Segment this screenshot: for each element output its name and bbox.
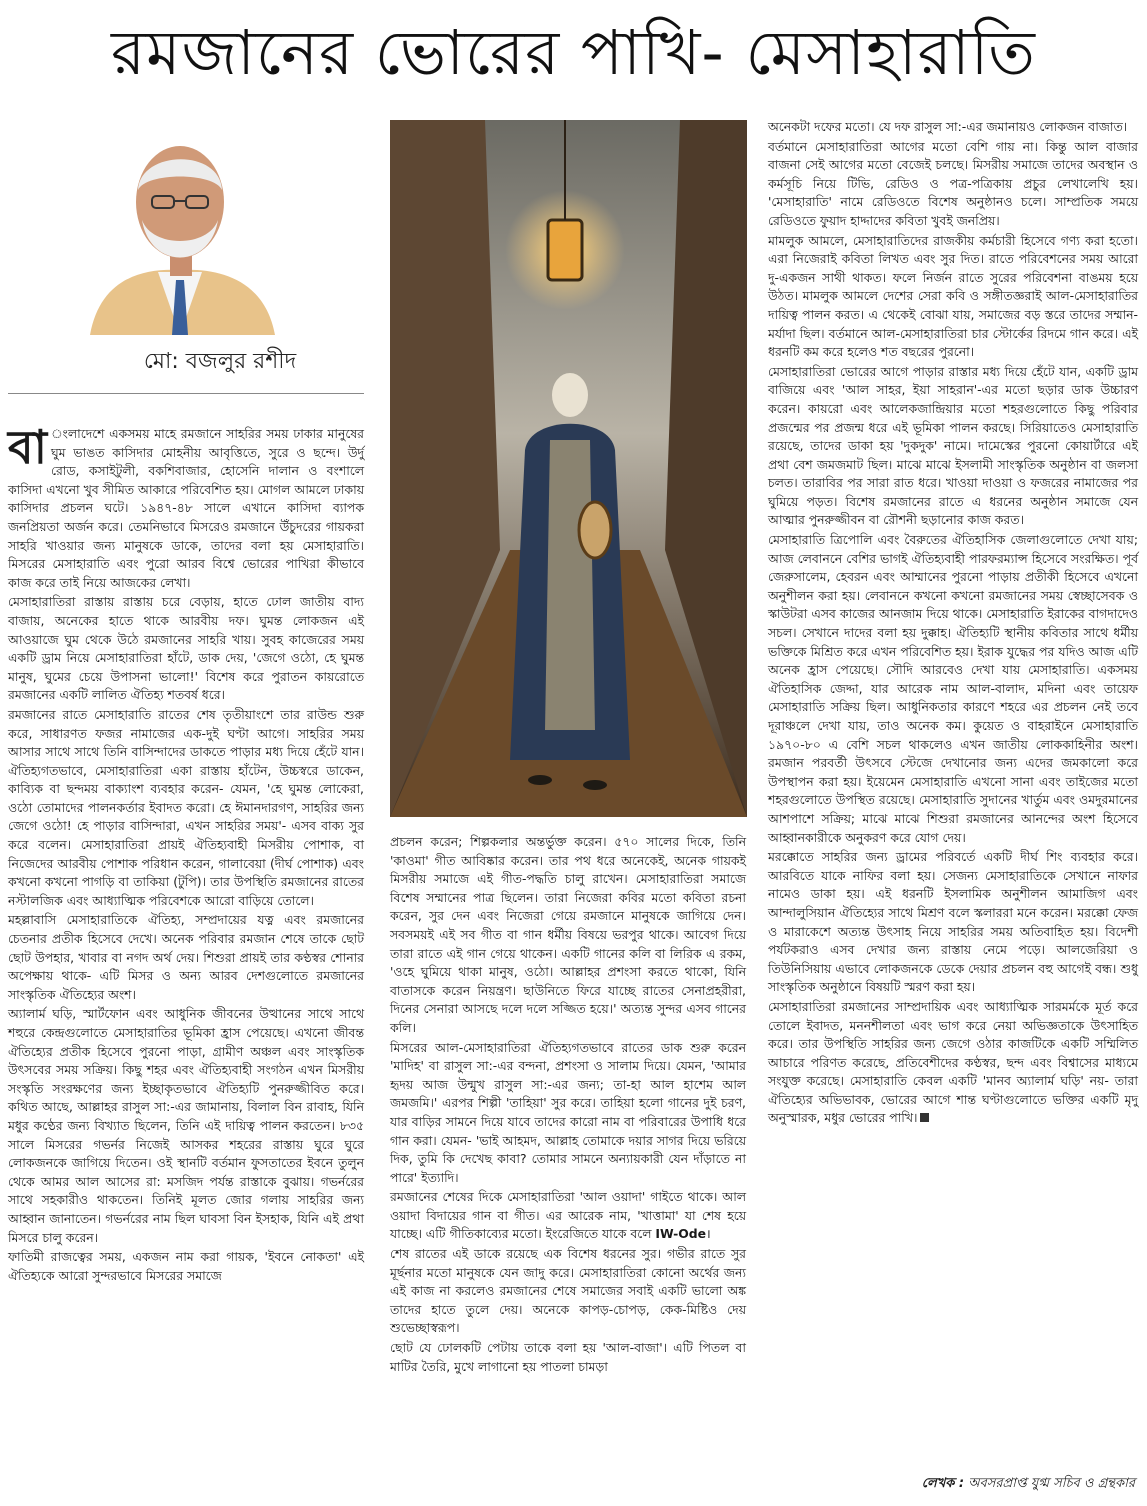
paragraph: মহল্লাবাসি মেসাহারাতিকে ঐতিহ্য, সম্প্রদায়ের যত্ন এবং রমজানের চেতনার প্রতীক হিসেবে দেখে। অনেক পরিবার রমজান শেষে তাকে ছোট ছোট উপহার, খাবার বা নগদ অর্থ দেয়। শিশুরা প্রায়ই তার কণ্ঠস্বর শোনার অপেক্ষায় থাকে- এটি মিসর ও অন্য আরব দেশগুলোতে রমজানের সাংস্কৃতিক ঐতিহ্যের অংশ। (8, 912, 364, 1002)
article-column-1 (8, 420, 364, 1286)
paragraph: অ্যালার্ম ঘড়ি, স্মার্টফোন এবং আধুনিক জীবনের উত্থানের সাথে সাথে শহুরে কেন্দ্রগুলোতে মেসাহারাতির ভূমিকা হ্রাস পেয়েছে। এখনো জীবন্ত ঐতিহ্যের প্রতীক হিসেবে পুরনো পাড়া, গ্রামীণ অঞ্চল এবং সাংস্কৃতিক উৎসবের সময় সক্রিয়। কিছু শহর এবং ঐতিহ্যবাহী সংগঠন এখন মিসরীয় সংস্কৃতি সংরক্ষণের জন্য ইচ্ছাকৃতভাবে ঐতিহ্যটি পুনরুজ্জীবিত করে। কথিত আছে, আল্লাহর রাসুল সা:-এর জামানায়, বিলাল বিন রাবাহ, যিনি মধুর কণ্ঠের জন্য বিখ্যাত ছিলেন, তিনি এই দায়িত্ব পালন করতেন। ৮৩৫ সালে মিসরের গভর্নর নিজেই আসকর শহরের রাস্তায় ঘুরে ঘুরে লোকজনকে জাগিয়ে দিতেন। ওই স্থানটি বর্তমান ফুসতাতের ইবনে তুলুন থেকে আমর আল আসের রা: মসজিদ পর্যন্ত রাস্তাকে বুঝায়। গভর্নরের সাথে সহকারীও থাকতেন। তিনিই মূলত জোর গলায় সাহরির জন্য আহ্বান জানাতেন। গভর্নরের নাম ছিল ঘাবসা বিন ইসহাক, যিনি এই প্রথা মিসরে চালু করেন। (8, 1006, 364, 1245)
author-portrait (80, 120, 280, 335)
paragraph: মিসরের আল-মেসাহারাতিরা ঐতিহ্যগতভাবে রাতের ডাক শুরু করেন 'মাদিহ' বা রাসুল সা:-এর বন্দনা, প্রশংসা ও সালাম দিয়ে। যেমন, 'আমার হৃদয় আজ উন্মুখ রাসুল সা:-এর জন্য; তা-হা আল হাশেম আল জমজমি।' এরপর শিল্পী 'তাহিয়া' সুর করে। তাহিয়া হলো গানের দুই চরণ, যার বাড়ির সামনে দিয়ে যাবে তাদের কারো নাম বা পরিবারের উপাধি ধরে গান করা। যেমন- 'ভাই আহমদ, আল্লাহ তোমাকে দয়ার সাগর দিয়ে ভরিয়ে দিক, তুমি কি দেখেছ কাবা? তোমার সামনে অন্যায়কারী যেন দাঁড়াতে না পারে' ইত্যাদি। (390, 1039, 746, 1185)
paragraph: শেষ রাতের এই ডাকে রয়েছে এক বিশেষ ধরনের সুর। গভীর রাতে সুর মূর্ছনার মতো মানুষকে যেন জাদু করে। মেসাহারাতিরা কোনো অর্থের জন্য এই কাজ না করলেও রমজানের শেষে সমাজের সবাই একটি ভালো অঙ্ক তাদের হাতে তুলে দেয়। অনেকে কাপড়-চোপড়, কেক-মিষ্টিও দেয় শুভেচ্ছাস্বরূপ। (390, 1246, 746, 1336)
feature-photo (390, 120, 747, 817)
drop-cap: বা (8, 420, 47, 474)
byline-label: লেখক : (921, 1476, 965, 1491)
paragraph: মামলুক আমলে, মেসাহারাতিদের রাজকীয় কর্মচারী হিসেবে গণ্য করা হতো। এরা নিজেরাই কবিতা লিখত এবং সুর দিত। রাতে পরিবেশনের সময় আরো দু-একজন সাথী থাকত। ফলে নির্জন রাতে সুরের পরিবেশনা বাঙময় হয়ে উঠত। মামলুক আমলে দেশের সেরা কবি ও সঙ্গীতজ্ঞরাই আল-মেসাহারাতির দায়িত্ব পালন করত। এ থেকেই বোঝা যায়, সমাজের বড় স্তরে তাদের সম্মান-মর্যাদা ছিল। বর্তমানে আল-মেসাহারাতিরা চার স্টোর্কের রিদমে গান করে। এই ধরনটি কম করে হলেও শত বছরের পুরনো। (768, 232, 1138, 360)
paragraph: মেসাহারাতিরা ভোরের আগে পাড়ার রাস্তার মধ্য দিয়ে হেঁটে যান, একটি ড্রাম বাজিয়ে এবং 'আল সাহর, ইয়া সাহরান'-এর মতো ছড়ার ডাক উচ্চারণ করেন। কায়রো এবং আলেকজান্দ্রিয়ার মতো শহরগুলোতে কিছু পরিবার প্রজন্মের পর প্রজন্ম ধরে এই ভূমিকা পালন করছে। সিরিয়াতেও মেসাহারাতি রয়েছে, তাদের ডাকা হয় 'দুকদুক' নামে। দামেস্কের পুরনো কোয়ার্টারে এই প্রথা বেশ জমজমাট ছিল। মাঝে মাঝে ইসলামী সাংস্কৃতিক অনুষ্ঠান বা জলসা চলত। তারাবির পর সারা রাত ধরে। খাওয়া দাওয়া ও ফজরের নামাজের পর ঘুমিয়ে পড়ত। বিশেষ রমজানের রাতে এ ধরনের অনুষ্ঠান সমাজে যেন আত্মার পুনরুজ্জীবন বা রৌশনী ছড়ানোর কাজ করত। (768, 363, 1138, 528)
paragraph: প্রচলন করেন; শিল্পকলার অন্তর্ভুক্ত করেন। ৫৭০ সালের দিকে, তিনি 'কাওমা' গীত আবিষ্কার করেন। তার পথ ধরে অনেকেই, অনেক গায়কই মিসরীয় সমাজে এই গীত-পদ্ধতি চালু রাখেন। মেসাহারাতিরা সমাজে বিশেষ সম্মানের পাত্র ছিলেন। তারা নিজেরা কবির মতো কবিতা রচনা করেন, সুর দেন এবং নিজেরা গেয়ে রমজানে মানুষকে জাগিয়ে দেন। সবসময়ই এই সব গীত বা গান ধর্মীয় বিষয়ে ভরপুর থাকে। আবেগ দিয়ে তারা রাতে এই গান গেয়ে থাকেন। একটি গানের কলি বা লিরিক এ রকম, 'ওহে ঘুমিয়ে থাকা মানুষ, ওঠো। আল্লাহর প্রশংসা করতে থাকো, যিনি বাতাসকে করেন নিয়ন্ত্রণ। ছাউনিতে ফিরে যাচ্ছে রাতের সেনাপ্রহরীরা, দিনের সেনারা আসছে দলে দলে সজ্জিত হয়ে।' অত্যন্ত সুন্দর এসব গানের কলি। (390, 834, 746, 1035)
author-byline (922, 1474, 1135, 1495)
paragraph: রমজানের রাতে মেসাহারাতি রাতের শেষ তৃতীয়াংশে তার রাউন্ড শুরু করে, সাধারণত ফজর নামাজের এক-দুই ঘণ্টা আগে। সাহরির সময় আসার সাথে সাথে তিনি বাসিন্দাদের ডাকতে পাড়ার মধ্য দিয়ে হেঁটে যান। ঐতিহ্যগতভাবে, মেসাহারাতিরা একা রাস্তায় হাঁটেন, উচ্চস্বরে ডাকেন, কাব্যিক বা ছন্দময় বাক্যাংশ ব্যবহার করেন- যেমন, 'হে ঘুমন্ত লোকেরা, ওঠো তোমাদের পালনকর্তার ইবাদত করো। হে ঈমানদারগণ, সাহরির জন্য জেগে ওঠো! হে পাড়ার বাসিন্দারা, এখন সাহরির সময়'- এসব বাক্য সুর করে বলেন। মেসাহারাতিরা প্রায়ই ঐতিহ্যবাহী মিসরীয় পোশাক, বা নিজেদের আরবীয় পোশাক পরিধান করেন, গালাবেয়া (দীর্ঘ পোশাক) এবং কখনো কখনো পাগড়ি বা তাকিয়া (টুপি)। তার উপস্থিতি রমজানের রাতের নস্টালজিক এবং আধ্যাত্মিক পরিবেশকে আরো বাড়িয়ে তোলে। (8, 706, 364, 908)
paragraph: রমজানের শেষের দিকে মেসাহারাতিরা 'আল ওয়াদা' গাইতে থাকে। আল ওয়াদা বিদায়ের গান বা গীত। এর আরেক নাম, 'খাত্তামা' যা শেষ হয়ে যাচ্ছে। এটি গীতিকাব্যের মতো। ইংরেজিতে যাকে বলে IW-Ode। (390, 1189, 746, 1242)
paragraph: অনেকটা দফের মতো। যে দফ রাসুল সা:-এর জমানায়ও লোকজন বাজাত। (768, 119, 1128, 134)
paragraph: বা ংলাদেশে একসময় মাহে রমজানে সাহরির সময় ঢাকার মানুষের ঘুম ভাঙত কাসিদার মোহনীয় আবৃত্তিতে, সুরে ও ছন্দে। উর্দু রোড, কসাইটুলী, বকশিবাজার, হোসেনি দালান ও বংশালে কাসিদা এখনো খুব সীমিত আকারে পরিবেশিত হয়। মোগল আমলে ঢাকায় কাসিদার প্রচলন ঘটে। ১৯৪৭-৪৮ সালে এখানে কাসিদা ব্যাপক জনপ্রিয়তা অর্জন করে। তেমনিভাবে মিসরেও রমজানে উঁচুদরের গায়করা সাহরি খাওয়ার জন্য মানুষকে ডাকে, তাদের বলা হয় মেসাহারাতি। মিসরের মেসাহারাতি এবং পুরো আরব বিশ্বে ভোরের পাখিরা কীভাবে কাজ করে তাই নিয়ে আজকের লেখা। (8, 420, 364, 590)
paragraph: ছোট যে ঢোলকটি পেটায় তাকে বলা হয় 'আল-বাজা'। এটি পিতল বা মাটির তৈরি, মুখে লাগানো হয় পাতলা চামড়া (390, 1340, 746, 1374)
author-divider (8, 393, 364, 394)
paragraph: মরক্কোতে সাহরির জন্য ড্রামের পরিবর্তে একটি দীর্ঘ শিং ব্যবহার করে। আরবিতে যাকে নাফির বলা হয়। সেজন্য মেসাহারাতিকে সেখানে নাফার নামেও ডাকা হয়। এই ধরনটি ইসলামিক অনুশীলন আমাজিগ এবং আন্দালুসিয়ান ঐতিহ্যের সাথে মিশ্রণ বলে স্কলাররা মনে করেন। মরক্কো ফেজ ও মারাকেশে অত্যন্ত উৎসাহ নিয়ে সাহরির সময় অতিবাহিত হয়। বিদেশী পর্যটকরাও এসব দেখার জন্য রাস্তায় নেমে পড়ে। আলজেরিয়া ও তিউনিসিয়ায় এভাবে লোকজনকে ডেকে দেয়ার প্রচলন বহু আগেই বন্ধ। শুধু সাংস্কৃতিক অনুষ্ঠানে বিষয়টি স্মরণ করা হয়। (768, 849, 1138, 995)
headline: রমজানের ভোরের পাখি- মেসাহারাতি (111, 16, 1036, 89)
paragraph: মেসাহারাতি ত্রিপোলি এবং বৈরুতের ঐতিহাসিক জেলাগুলোতে দেখা যায়; আজ লেবাননে বেশির ভাগই ঐতিহ্যবাহী পারফরম্যান্স হিসেবে সংরক্ষিত। পূর্ব জেরুসালেম, হেবরন এবং আম্মানের পুরনো পাড়ায় প্রতীকী হিসেবে এখনো অনুশীলন করা হয়। লেবাননে কখনো কখনো রমজানের সময় স্বেচ্ছাসেবক ও স্কাউটরা এসব কাজের আনজাম দিয়ে থাকে। মেসাহারাতি ইরাকের বাগদাদেও সচল। সেখানে দাদের বলা হয় দুক্কাহ। ঐতিহ্যটি স্থানীয় কবিতার সাথে ধর্মীয় ভক্তিকে মিশ্রিত করে এখন পরিবেশিত হয়। ইরাক যুদ্ধের পর যদিও আজ এটি অনেক হ্রাস পেয়েছে। সৌদি আরবেও দেখা যায় মেসাহারাতি। একসময় ঐতিহাসিক জেদ্দা, যার আরেক নাম আল-বালাদ, মদিনা এবং তায়েফ মেসাহারাতি সক্রিয় ছিল। আধুনিকতার কারণে শহরে এর প্রচলন নেই তবে দূরাঞ্চলে দেখা যায়, তাও অনেক কম। কুয়েত ও বাহরাইনে মেসাহারাতি ১৯৭০-৮০ এ বেশি সচল থাকলেও এখন জাতীয় লোককাহিনীর অংশ। রমজান পরবর্তী উৎসবে স্টেজে দেখানোর জন্য এদের জমকালো করে উপস্থাপন করা হয়। ইয়েমেন মেসাহারাতি এখনো সানা এবং তাইজের মতো শহরগুলোতে উপস্থিত রয়েছে। মেসাহারাতি সুদানের খার্তুম এবং ওমদুরমানের আশপাশে সক্রিয়; মাঝে মাঝে শিশুরা রমজানের আনন্দের অংশ হিসেবে আহ্বানকারীকে অনুকরণ করে যোগ দেয়। (768, 532, 1138, 845)
paragraph: মেসাহারাতিরা রমজানের সাম্প্রদায়িক এবং আধ্যাত্মিক সারমর্মকে মূর্ত করে তোলে ইবাদত, মননশীলতা এবং ভাগ করে নেয়া অভিজ্ঞতাকে উৎসাহিত করে। তার উপস্থিতি সাহরির জন্য জেগে ওঠার কাজটিকে একটি সম্মিলিত আচারে পরিণত করেছে, প্রতিবেশীদের কণ্ঠস্বর, ছন্দ এবং বিশ্বাসের মাধ্যমে সংযুক্ত করেছে। মেসাহারাতি কেবল একটি 'মানব অ্যালার্ম ঘড়ি' নয়- তারা ঐতিহ্যের অভিভাবক, ভোরের আগে শান্ত ঘণ্টাগুলোতে ভক্তির একটি মৃদু অনুস্মারক, মধুর ভোরের পাখি। (768, 998, 1138, 1126)
paragraph: ফাতিমী রাজত্বের সময়, একজন নাম করা গায়ক, 'ইবনে নোকতা' এই ঐতিহ্যকে আরো সুন্দরভাবে মিসরের সমাজে (8, 1249, 364, 1283)
ode-term: IW-Ode (655, 1226, 707, 1242)
paragraph: বর্তমানে মেসাহারাতিরা আগের মতো বেশি গায় না। কিন্তু আল বাজার বাজনা সেই আগের মতো বেজেই চলছে। মিসরীয় সমাজে তাদের অবস্থান ও কর্মসূচি নিয়ে টিভি, রেডিও ও পত্র-পত্রিকায় প্রচুর লেখালেখি হয়। 'মেসাহারাতি' নামে রেডিওতে বিশেষ অনুষ্ঠানও চলে। সাম্প্রতিক সময়ে রেডিওতে ফুয়াদ হাদ্দাদের কবিতা খুবই জনপ্রিয়। (768, 138, 1138, 228)
article-column-2 (390, 833, 746, 1377)
author-name: মো: বজলুর রশীদ (143, 349, 297, 374)
end-mark (920, 1113, 929, 1122)
paragraph: মেসাহারাতিরা রাস্তায় রাস্তায় চরে বেড়ায়, হাতে ঢোল জাতীয় বাদ্য বাজায়, অনেকের হাতে থাকে আরবীয় দফ। ঘুমন্ত লোকজন এই আওয়াজে ঘুম থেকে উঠে রমজানের সাহরি খায়। সুবহ কাজেরের সময় একটি ড্রাম নিয়ে মেসাহারাতিরা হাঁটে, ডাক দেয়, 'জেগে ওঠো, হে ঘুমন্ত মানুষ, ঘুমের চেয়ে উপাসনা ভালো!' বিশেষ করে পুরাতন কায়রোতে রমজানের একটি লালিত ঐতিহ্য শতবর্ষ ধরে। (8, 594, 364, 703)
article-column-3 (768, 118, 1138, 1129)
byline-text: অবসরপ্রাপ্ত যুগ্ম সচিব ও গ্রন্থকার (968, 1476, 1135, 1491)
